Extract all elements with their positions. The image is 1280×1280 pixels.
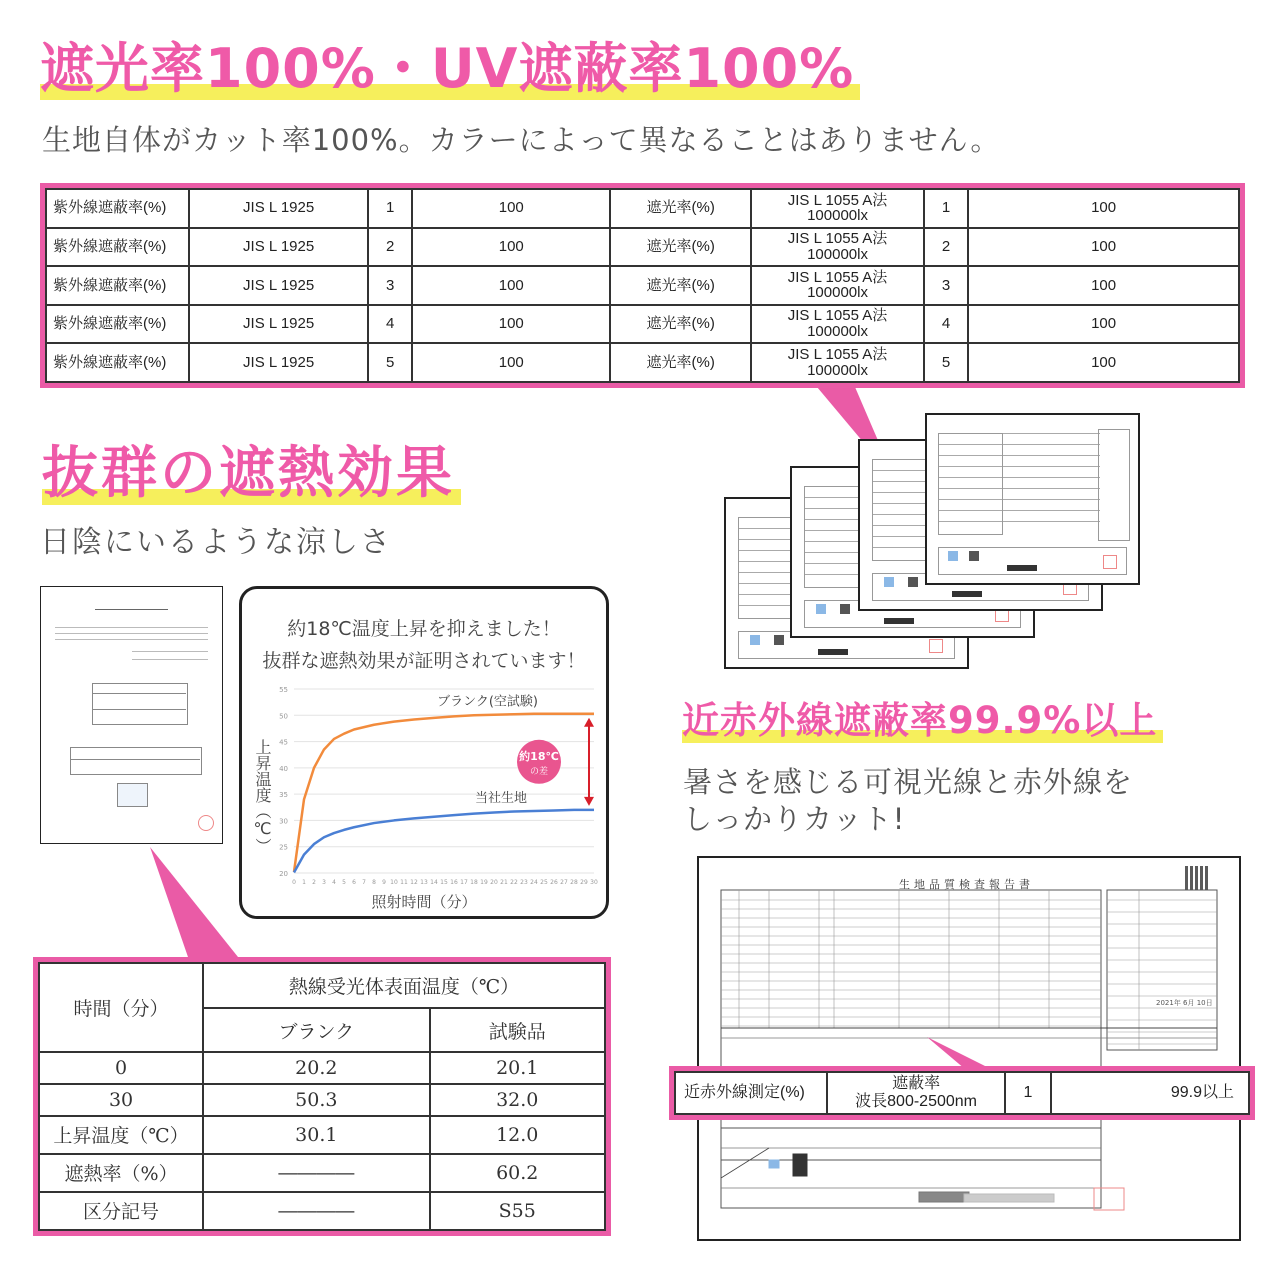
x-tick-label: 23 [520, 879, 528, 886]
uv-value: 100 [412, 189, 610, 228]
light-method: JIS L 1055 A法 100000lx [751, 305, 924, 344]
x-tick-label: 28 [570, 879, 578, 886]
x-tick-label: 12 [410, 879, 418, 886]
x-tick-label: 17 [460, 879, 468, 886]
uv-value: 100 [412, 228, 610, 267]
y-tick-label: 55 [279, 686, 288, 694]
x-tick-label: 22 [510, 879, 518, 886]
y-tick-label: 25 [279, 843, 288, 852]
heading-heat-shield: 抜群の遮熱効果 [42, 445, 455, 501]
y-tick-label: 35 [279, 791, 288, 800]
light-no: 5 [924, 343, 968, 382]
chart-caption-1: 約18℃温度上昇を抑えました！ [287, 618, 561, 640]
heat-cell-label: 区分記号 [39, 1192, 203, 1230]
x-tick-label: 5 [342, 879, 346, 886]
uv-table-row [46, 266, 1239, 305]
uv-method: JIS L 1925 [189, 189, 368, 228]
x-tick-label: 20 [490, 879, 498, 886]
uv-label: 紫外線遮蔽率(%) [46, 189, 189, 228]
light-value: 100 [968, 228, 1239, 267]
x-tick-label: 4 [332, 879, 336, 886]
chart-caption-2: 抜群な遮熱効果が証明されています！ [262, 650, 586, 672]
uv-no: 2 [368, 228, 412, 267]
light-label: 遮光率(%) [610, 266, 751, 305]
series-line-blank [294, 714, 594, 872]
pointer-arrow-left [148, 845, 248, 960]
heat-cell-blank: 20.2 [203, 1052, 429, 1084]
y-tick-label: 50 [279, 712, 288, 721]
heat-cell-test: 20.1 [430, 1052, 605, 1084]
heading-shading-subtext: 生地自体がカット率100%。カラーによって異なることはありません。 [42, 123, 1001, 157]
x-tick-label: 26 [550, 879, 558, 886]
near-infrared-subtext-1: 暑さを感じる可視光線と赤外線を [683, 765, 1134, 799]
x-tick-label: 29 [580, 879, 588, 886]
heat-cell-blank: 50.3 [203, 1084, 429, 1116]
heat-shield-table [33, 957, 611, 1236]
series-label: ブランク(空試験) [437, 694, 538, 710]
chart-ylabel: 上昇温度（℃） [253, 739, 272, 854]
heat-table-test-header: 試験品 [430, 1008, 605, 1053]
uv-no: 3 [368, 266, 412, 305]
report-date: 2021年 6月 10日 [1156, 999, 1213, 1007]
heat-test-report-sheet [40, 586, 223, 844]
x-tick-label: 18 [470, 879, 478, 886]
y-tick-label: 30 [279, 817, 288, 826]
light-no: 1 [924, 189, 968, 228]
x-tick-label: 3 [322, 879, 326, 886]
uv-method: JIS L 1925 [189, 228, 368, 267]
heat-cell-label: 0 [39, 1052, 203, 1084]
light-method: JIS L 1055 A法 100000lx [751, 189, 924, 228]
x-tick-label: 9 [382, 879, 386, 886]
heat-table-row [39, 1192, 605, 1230]
x-tick-label: 13 [420, 879, 428, 886]
x-tick-label: 14 [430, 879, 438, 886]
x-tick-label: 0 [292, 879, 296, 886]
heat-cell-blank: 30.1 [203, 1116, 429, 1154]
light-value: 100 [968, 266, 1239, 305]
light-method: JIS L 1055 A法 100000lx [751, 266, 924, 305]
light-value: 100 [968, 189, 1239, 228]
uv-value: 100 [412, 343, 610, 382]
x-tick-label: 11 [400, 879, 408, 886]
heat-cell-label: 上昇温度（℃） [39, 1116, 203, 1154]
heat-table-row [39, 1154, 605, 1192]
uv-method: JIS L 1925 [189, 305, 368, 344]
x-tick-label: 19 [480, 879, 488, 886]
x-tick-label: 30 [590, 879, 598, 886]
near-infrared-subtext-2: しっかりカット! [683, 802, 906, 836]
uv-shading-table [40, 183, 1245, 388]
uv-method: JIS L 1925 [189, 343, 368, 382]
x-tick-label: 15 [440, 879, 448, 886]
x-tick-label: 25 [540, 879, 548, 886]
light-no: 3 [924, 266, 968, 305]
uv-table-row [46, 189, 1239, 228]
heat-table-row [39, 1052, 605, 1084]
uv-table-row [46, 343, 1239, 382]
y-tick-label: 45 [279, 738, 288, 747]
series-label: 当社生地 [474, 790, 527, 806]
difference-arrow-head-bottom [584, 797, 594, 806]
x-tick-label: 8 [372, 879, 376, 886]
nir-no: 1 [1005, 1072, 1051, 1114]
uv-label: 紫外線遮蔽率(%) [46, 343, 189, 382]
heat-cell-test: S55 [430, 1192, 605, 1230]
light-no: 2 [924, 228, 968, 267]
x-tick-label: 24 [530, 879, 538, 886]
nir-method: 遮蔽率 波長800-2500nm [827, 1072, 1005, 1114]
heading-shading-rate: 遮光率100%・UV遮蔽率100% [40, 42, 854, 96]
light-label: 遮光率(%) [610, 343, 751, 382]
difference-arrow-head-top [584, 718, 594, 727]
heat-cell-blank: ―――― [203, 1192, 429, 1230]
heat-cell-test: 32.0 [430, 1084, 605, 1116]
uv-no: 5 [368, 343, 412, 382]
heat-table-time-header: 時間（分） [39, 963, 203, 1052]
uv-method: JIS L 1925 [189, 266, 368, 305]
heat-cell-blank: ―――― [203, 1154, 429, 1192]
heat-cell-label: 30 [39, 1084, 203, 1116]
y-tick-label: 20 [279, 870, 288, 878]
uv-label: 紫外線遮蔽率(%) [46, 266, 189, 305]
badge-text-2: の差 [529, 766, 549, 777]
heat-table-row [39, 1116, 605, 1154]
light-value: 100 [968, 343, 1239, 382]
series-line-product [294, 810, 594, 873]
light-label: 遮光率(%) [610, 228, 751, 267]
uv-no: 4 [368, 305, 412, 344]
light-method: JIS L 1055 A法 100000lx [751, 228, 924, 267]
temperature-chart-card [239, 586, 609, 919]
heat-cell-test: 60.2 [430, 1154, 605, 1192]
light-value: 100 [968, 305, 1239, 344]
nir-label: 近赤外線測定(%) [675, 1072, 827, 1114]
temperature-line-chart [242, 677, 606, 917]
light-method: JIS L 1055 A法 100000lx [751, 343, 924, 382]
x-tick-label: 6 [352, 879, 356, 886]
uv-value: 100 [412, 305, 610, 344]
x-tick-label: 21 [500, 879, 508, 886]
light-label: 遮光率(%) [610, 305, 751, 344]
x-tick-label: 16 [450, 879, 458, 886]
heat-table-blank-header: ブランク [203, 1008, 429, 1053]
x-tick-label: 1 [302, 879, 306, 886]
nir-value: 99.9以上 [1051, 1072, 1249, 1114]
heat-table-row [39, 1084, 605, 1116]
heat-cell-test: 12.0 [430, 1116, 605, 1154]
heading-heat-subtext: 日陰にいるような涼しさ [40, 525, 392, 560]
near-infrared-result-row [669, 1066, 1255, 1120]
uv-value: 100 [412, 266, 610, 305]
y-tick-label: 40 [279, 764, 288, 773]
badge-text-1: 約18℃ [519, 749, 559, 763]
heat-cell-label: 遮熱率（%） [39, 1154, 203, 1192]
x-tick-label: 7 [362, 879, 366, 886]
uv-label: 紫外線遮蔽率(%) [46, 305, 189, 344]
report-sheet [925, 413, 1140, 585]
report-title: 生地品質検査報告書 [899, 878, 1034, 891]
light-no: 4 [924, 305, 968, 344]
heading-near-infrared: 近赤外線遮蔽率99.9%以上 [682, 702, 1157, 739]
x-tick-label: 2 [312, 879, 316, 886]
heat-table-group-header: 熱線受光体表面温度（℃） [203, 963, 605, 1008]
uv-label: 紫外線遮蔽率(%) [46, 228, 189, 267]
uv-table-row [46, 305, 1239, 344]
x-tick-label: 10 [390, 879, 398, 886]
x-tick-label: 27 [560, 879, 568, 886]
uv-table-row [46, 228, 1239, 267]
light-label: 遮光率(%) [610, 189, 751, 228]
uv-no: 1 [368, 189, 412, 228]
chart-xlabel: 照射時間（分） [371, 893, 477, 911]
